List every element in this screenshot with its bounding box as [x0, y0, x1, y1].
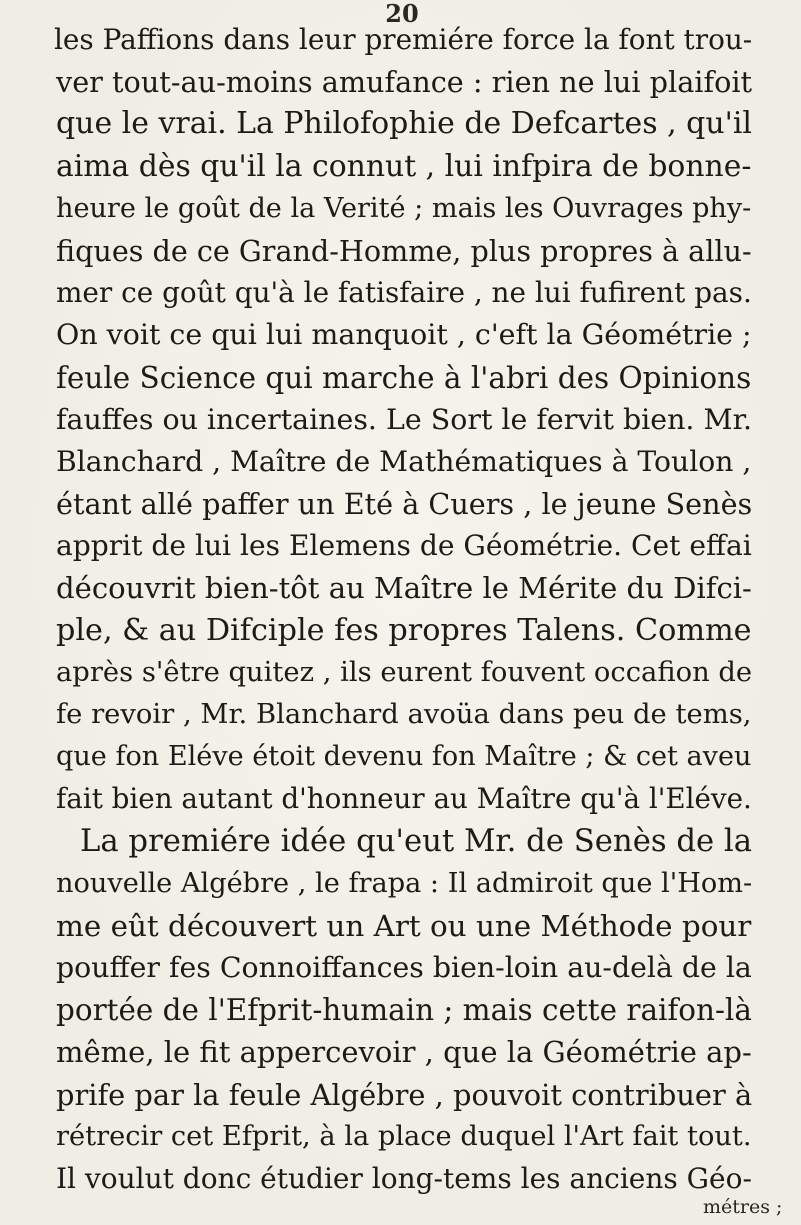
text-line: rétrecir cet Efprit, à la place duquel l'Art fait tout.	[56, 1120, 752, 1152]
text-line: prife par la feule Algébre , pouvoit contribuer à	[56, 1077, 753, 1112]
text-line: fe revoir , Mr. Blanchard avoüa dans peu de tems,	[56, 699, 752, 730]
text-line: La premiére idée qu'eut Mr. de Senès de la	[80, 823, 753, 859]
text-line: aima dès qu'il la connut , lui infpira de bonne-	[56, 148, 752, 184]
text-line: ver tout-au-moins amufance : rien ne lui plaifoit	[56, 65, 753, 100]
text-line: apprit de lui les Elemens de Géométrie. Cet effai	[56, 529, 752, 563]
text-line: mer ce goût qu'à le fatisfaire , ne lui fufirent pas.	[56, 276, 752, 310]
text-line: Il voulut donc étudier long-tems les anciens Géo-	[56, 1162, 752, 1195]
text-line: Blanchard , Maître de Mathématiques à Toulon ,	[56, 444, 752, 478]
text-line: On voit ce qui lui manquoit , c'eft la Géométrie ;	[56, 318, 752, 352]
text-line: les Paffions dans leur premiére force la font trou-	[54, 23, 753, 56]
text-line: fauffes ou incertaines. Le Sort le fervit bien. Mr.	[56, 402, 753, 436]
text-line: portée de l'Efprit-humain ; mais cette raifon-là	[56, 993, 752, 1028]
text-line: nouvelle Algébre , le frapa : Il admiroit que l'Hom-	[56, 867, 753, 899]
text-line: heure le goût de la Verité ; mais les Ouvrages phy-	[56, 192, 752, 224]
text-line: feule Science qui marche à l'abri des Opinions	[56, 360, 752, 395]
text-line: pouffer fes Connoiffances bien-loin au-delà de la	[56, 951, 752, 985]
text-line: même, le fit appercevoir , que la Géométrie ap-	[56, 1035, 752, 1070]
page-number: 20	[385, 0, 419, 28]
text-line: me eût découvert un Art ou une Méthode pour	[56, 908, 752, 943]
text-line: fait bien autant d'honneur au Maître qu'à l'Eléve.	[56, 782, 752, 816]
text-line: étant allé paffer un Eté à Cuers , le jeune Senès	[56, 487, 753, 521]
text-line: que fon Eléve étoit devenu fon Maître ; & cet aveu	[56, 741, 752, 773]
catchword: métres ;	[703, 1196, 783, 1218]
text-line: découvrit bien-tôt au Maître le Mérite du Difci-	[56, 571, 752, 606]
text-line: que le vrai. La Philofophie de Defcartes , qu'il	[56, 106, 752, 142]
text-line: ple, & au Difciple fes propres Talens. Comme	[56, 612, 752, 648]
text-line: fiques de ce Grand-Homme, plus propres à allu-	[56, 233, 752, 268]
text-line: après s'être quitez , ils eurent fouvent occafion de	[56, 656, 753, 688]
